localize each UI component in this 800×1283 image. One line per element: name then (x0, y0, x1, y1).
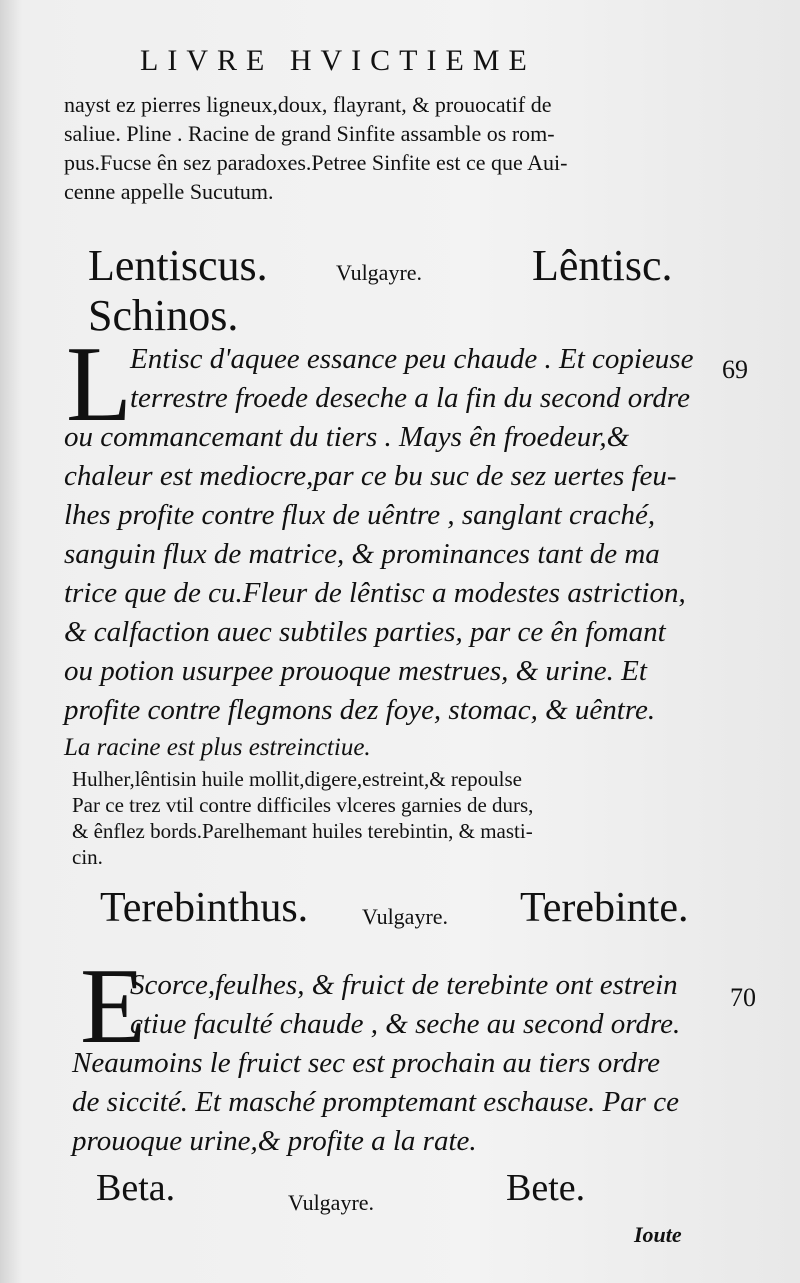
latin-name: Lentiscus. (88, 241, 268, 290)
text-line: profite contre flegmons dez foye, stomac, & uêntre. (64, 694, 656, 726)
text-line: cin. (72, 845, 103, 869)
text-line: Hulher,lêntisin huile mollit,digere,estreint,& repoulse (72, 767, 522, 791)
running-header: LIVRE HVICTIEME (140, 44, 536, 77)
text-line: Par ce trez vtil contre difficiles vlceres garnies de durs, (72, 793, 534, 817)
vulgar-name: Lêntisc. (532, 241, 673, 290)
text-line: Entisc d'aquee essance peu chaude . Et copieuse (130, 343, 694, 375)
text-line: chaleur est mediocre,par ce bu suc de sez uertes feu- (64, 460, 677, 492)
text-line: & ênflez bords.Parelhemant huiles terebintin, & masti- (72, 819, 533, 843)
text-line: cenne appelle Sucutum. (64, 179, 274, 204)
text-line: & calfaction auec subtiles parties, par ce ên fomant (64, 616, 666, 648)
latin-name: Beta. (96, 1167, 176, 1209)
text-line: ou potion usurpee prouoque mestrues, & urine. Et (64, 655, 647, 687)
text-line: ou commancemant du tiers . Mays ên froedeur,& (64, 421, 630, 453)
vulgar-label: Vulgayre. (336, 260, 423, 285)
text-line: ctiue faculté chaude , & seche au second ordre. (130, 1008, 681, 1040)
text-line: Scorce,feulhes, & fruict de terebinte ont estrein (130, 969, 678, 1001)
text-line: sanguin flux de matrice, & prominances tant de ma (64, 538, 660, 570)
text-line: Neaumoins le fruict sec est prochain au tiers ordre (72, 1047, 660, 1079)
text-line: trice que de cu.Fleur de lêntisc a modestes astriction, (64, 577, 686, 609)
text-line: prouoque urine,& profite a la rate. (72, 1125, 477, 1157)
catchword: Ioute (634, 1222, 682, 1247)
margin-number: 70 (730, 983, 756, 1012)
latin-name: Terebinthus. (100, 885, 309, 931)
text-line: pus.Fucse ên sez paradoxes.Petree Sinfite est ce que Aui- (64, 150, 568, 175)
intro-paragraph (64, 90, 567, 206)
margin-number: 69 (722, 355, 748, 384)
text-line: La racine est plus estreinctiue. (64, 734, 371, 761)
drop-cap: E (80, 947, 146, 1066)
text-line: lhes profite contre flux de uêntre , sanglant craché, (64, 499, 656, 531)
drop-cap: L (66, 325, 132, 444)
text-line: saliue. Pline . Racine de grand Sinfite assamble os rom- (64, 121, 555, 146)
text-line: terrestre froede deseche a la fin du second ordre (130, 382, 690, 414)
vulgar-label: Vulgayre. (288, 1190, 375, 1215)
text-line: nayst ez pierres ligneux,doux, flayrant, & prouocatif de (64, 92, 552, 117)
text-line: de siccité. Et masché promptemant eschause. Par ce (72, 1086, 679, 1118)
vulgar-name: Bete. (506, 1167, 586, 1209)
vulgar-name: Terebinte. (520, 885, 689, 931)
alt-name: Schinos. (88, 291, 239, 340)
vulgar-label: Vulgayre. (362, 904, 449, 929)
